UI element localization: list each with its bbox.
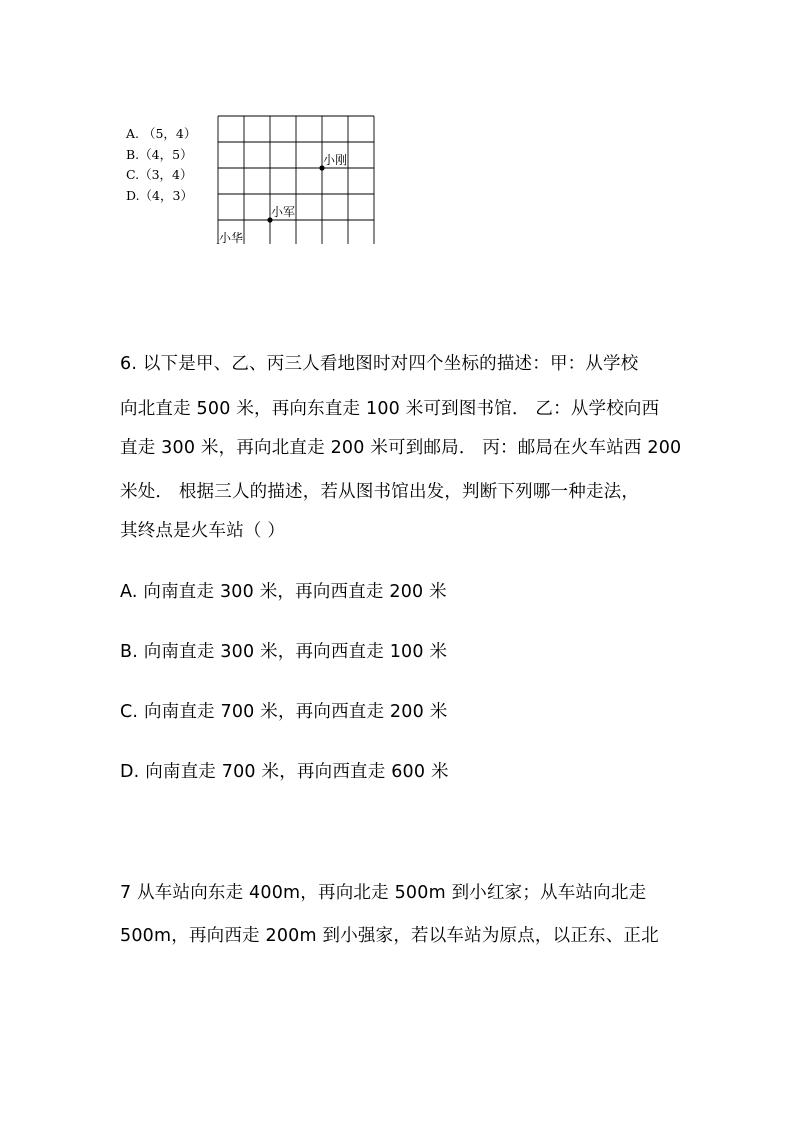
- q5-option-b: B.（4，5）: [126, 146, 193, 162]
- grid-point-label: 小华: [219, 231, 244, 244]
- grid-point-label: 小军: [271, 205, 296, 219]
- q6-option-a: A. 向南直走 300 米，再向西直走 200 米: [120, 582, 447, 602]
- q7-line-1: 7 从车站向东走 400m，再向北走 500m 到小红家；从车站向北走: [120, 883, 647, 903]
- q5-option-c: C.（3，4）: [126, 167, 193, 182]
- q6-line-2: 向北直走 500 米，再向东直走 100 米可到图书馆． 乙：从学校向西: [120, 399, 660, 419]
- q5-option-d: D.（4，3）: [126, 187, 193, 203]
- q5-options: [126, 124, 196, 206]
- grid-points: [215, 152, 347, 244]
- q6-option-b: B. 向南直走 300 米，再向西直走 100 米: [120, 642, 448, 662]
- q6-option-d: D. 向南直走 700 米，再向西直走 600 米: [120, 762, 449, 782]
- q6-line-5: 其终点是火车站（ ）: [120, 521, 286, 541]
- q6-line-1: 6. 以下是甲、乙、丙三人看地图时对四个坐标的描述：甲：从学校: [120, 354, 639, 374]
- q5-option-a: A. （5，4）: [126, 126, 197, 141]
- grid-lines: [218, 116, 374, 244]
- q6-line-3: 直走 300 米，再向北直走 200 米可到邮局． 丙：邮局在火车站西 200: [120, 438, 682, 458]
- q6-line-4: 米处． 根据三人的描述，若从图书馆出发，判断下列哪一种走法，: [120, 482, 640, 502]
- coordinate-grid: [215, 114, 377, 244]
- q6-option-c: C. 向南直走 700 米，再向西直走 200 米: [120, 702, 448, 722]
- grid-point-label: 小刚: [323, 153, 348, 167]
- q7-line-2: 500m，再向西走 200m 到小强家，若以车站为原点，以正东、正北: [120, 926, 659, 946]
